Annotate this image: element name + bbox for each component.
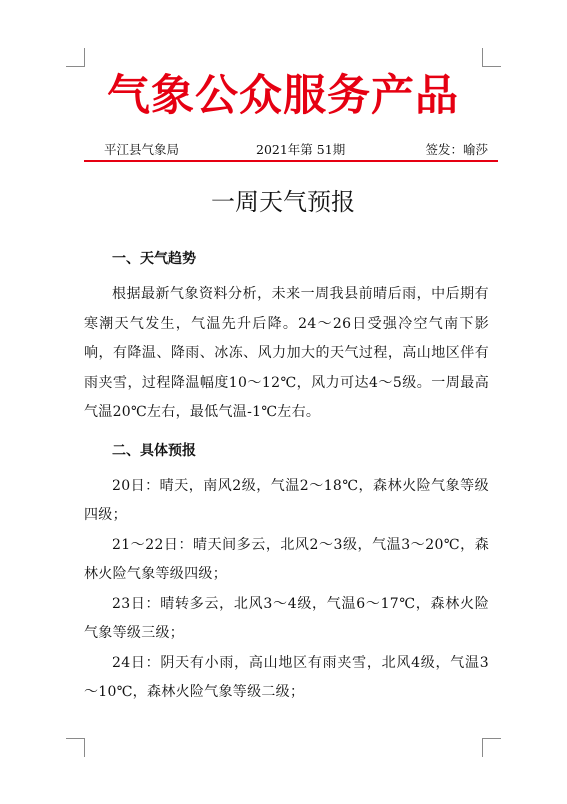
document-title: 一周天气预报 bbox=[211, 188, 355, 216]
forecast-item: 20日：晴天，南风2级，气温2～18℃，森林火险气象等级四级； bbox=[84, 477, 489, 523]
section-heading-forecast: 二、具体预报 bbox=[112, 442, 196, 459]
document-body bbox=[84, 246, 489, 708]
masthead-title: 气象公众服务产品 bbox=[107, 71, 459, 121]
crop-mark-bottom-left bbox=[66, 738, 85, 757]
red-divider bbox=[84, 160, 498, 162]
crop-mark-top-left bbox=[66, 48, 85, 67]
trend-paragraph: 根据最新气象资料分析，未来一周我县前晴后雨，中后期有寒潮天气发生，气温先升后降。24～26日受强冷空气南下影响，有降温、降雨、冰冻、风力加大的天气过程，高山地区伴有雨夹雪，过程降温幅度10～12℃，风力可达4～5级。一周最高气温20℃左右，最低气温-1℃左右。 bbox=[84, 286, 489, 420]
crop-mark-bottom-right bbox=[482, 738, 501, 757]
section-heading-trend: 一、天气趋势 bbox=[112, 251, 196, 267]
crop-mark-top-right bbox=[482, 48, 501, 67]
issuer-label: 平江县气象局 bbox=[104, 142, 180, 157]
issue-info-bar bbox=[84, 140, 498, 160]
forecast-item: 23日：晴转多云，北风3～4级，气温6～17℃，森林火险气象等级三级； bbox=[84, 595, 489, 641]
forecast-item: 21～22日：晴天间多云，北风2～3级，气温3～20℃，森林火险气象等级四级； bbox=[84, 536, 489, 582]
issue-number: 2021年第 51期 bbox=[256, 142, 346, 157]
signer-label: 签发：喻莎 bbox=[425, 142, 488, 157]
forecast-item: 24日：阴天有小雨，高山地区有雨夹雪，北风4级，气温3～10℃，森林火险气象等级二级； bbox=[84, 654, 489, 700]
